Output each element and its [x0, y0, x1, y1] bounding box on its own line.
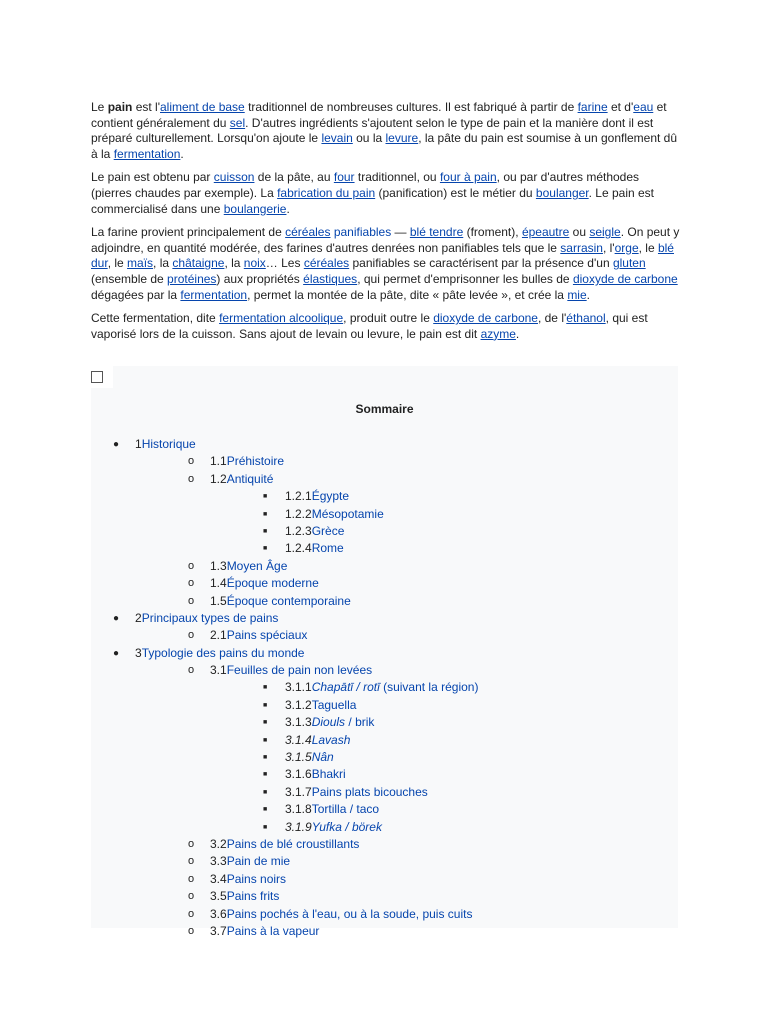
toc-number: 1.4 — [210, 576, 227, 591]
toc-toggle-checkbox[interactable] — [91, 371, 103, 383]
table-of-contents — [91, 366, 678, 938]
toc-number: 3.5 — [210, 889, 227, 904]
text: traditionnel de nombreuses cultures. Il est fabriqué à partir de — [244, 100, 578, 114]
link-dioxyde-de-carbone-2[interactable]: dioxyde de carbone — [433, 311, 538, 326]
toc-item — [91, 645, 678, 662]
link-epeautre[interactable]: épeautre — [521, 225, 570, 240]
bullet-icon: ● — [113, 647, 120, 659]
toc-item — [91, 871, 678, 888]
text: Le pain est obtenu par — [91, 170, 214, 185]
text: Cette fermentation, dite — [91, 311, 220, 326]
link-boulanger[interactable]: boulanger — [535, 185, 589, 200]
toc-text: Moyen Âge — [226, 558, 288, 573]
text: et contient généralement du — [91, 100, 667, 130]
text: . — [586, 287, 590, 302]
text: , produit outre le — [343, 311, 434, 326]
link-panifiables[interactable]: panifiables — [333, 225, 392, 240]
toc-text: Préhistoire — [226, 454, 285, 469]
link-noix[interactable]: noix — [243, 256, 266, 271]
bullet-icon: o — [188, 907, 195, 920]
toc-item — [91, 627, 678, 644]
text: , la pâte du pain est soumise à un gonflement dû à la — [91, 131, 678, 161]
text: . On peut y adjoindre, en quantité modérée, des farines d'autres denrées non panifiables tels que le — [91, 225, 680, 255]
toc-link[interactable] — [210, 871, 286, 888]
toc-item — [91, 593, 678, 610]
toc-number: 1.3 — [210, 558, 227, 573]
bullet-icon: o — [188, 629, 195, 642]
toc-text: Diouls — [311, 715, 346, 730]
bullet-icon: o — [188, 924, 195, 937]
toc-item — [91, 906, 678, 923]
bullet-icon: ■ — [263, 719, 268, 727]
toc-link[interactable] — [210, 575, 319, 592]
bullet-icon: o — [188, 855, 195, 868]
link-orge[interactable]: orge — [614, 240, 639, 255]
toc-number: 1.2.1 — [285, 489, 312, 504]
text: de la pâte, au — [254, 170, 334, 185]
toc-text: Lavash — [311, 732, 351, 747]
toc-number: 2 — [135, 610, 142, 625]
toc-item — [91, 836, 678, 853]
link-boulangerie[interactable]: boulangerie — [223, 201, 287, 216]
toc-item — [91, 575, 678, 592]
toc-link[interactable] — [210, 593, 351, 610]
text: , qui permet d'emprisonner les bulles de — [357, 271, 573, 286]
toc-item — [91, 471, 678, 488]
link-cereales-2[interactable]: céréales — [303, 256, 350, 271]
toc-link[interactable] — [210, 906, 472, 923]
toc-item — [91, 558, 678, 575]
toc-list — [91, 436, 678, 940]
text: , la — [153, 256, 173, 271]
text: , permet la montée de la pâte, dite « pâte levée », et crée la — [247, 287, 568, 302]
text: ou la — [352, 131, 386, 146]
toc-link[interactable] — [285, 714, 374, 731]
toc-item — [91, 506, 678, 523]
bullet-icon: ■ — [263, 545, 268, 553]
toc-item — [91, 540, 678, 557]
toc-number: 3.1.1 — [285, 680, 312, 695]
bullet-icon: o — [188, 890, 195, 903]
toc-text: Pains noirs — [226, 871, 287, 886]
link-levain[interactable]: levain — [321, 131, 353, 146]
toc-number: 3 — [135, 645, 142, 660]
toc-number: 1.5 — [210, 593, 227, 608]
link-farine[interactable]: farine — [577, 100, 608, 114]
toc-link[interactable] — [285, 540, 344, 557]
text: (panification) est le métier du — [375, 185, 536, 200]
link-mie[interactable]: mie — [567, 287, 587, 302]
text: . — [286, 201, 290, 216]
text: panifiables se caractérisent par la présence d'un — [349, 256, 613, 271]
bullet-icon: o — [188, 872, 195, 885]
text: , ou par d'autres méthodes (pierres chaudes par exemple). La — [91, 170, 640, 200]
bullet-icon: ● — [113, 612, 120, 624]
link-cereales[interactable]: céréales — [285, 225, 331, 240]
text: dégagées par la — [91, 287, 181, 302]
toc-item — [91, 697, 678, 714]
text: traditionnel, ou — [354, 170, 440, 185]
toc-number: 1.2.2 — [285, 506, 312, 521]
toc-link[interactable] — [135, 645, 304, 662]
link-eau[interactable]: eau — [633, 100, 654, 114]
text: (ensemble de — [91, 271, 168, 286]
toc-link[interactable] — [135, 436, 196, 453]
toc-item — [91, 714, 678, 731]
toc-text: Principaux types de pains — [141, 610, 279, 625]
toc-link[interactable] — [210, 662, 372, 679]
toc-text: Bhakri — [311, 767, 346, 782]
toc-number: 1 — [135, 437, 142, 451]
toc-link[interactable] — [210, 453, 284, 470]
bullet-icon: ■ — [263, 806, 268, 814]
toc-text: (suivant la région) — [379, 680, 479, 695]
toc-text: Taguella — [311, 697, 357, 712]
bullet-icon: ■ — [263, 493, 268, 501]
toc-text: Époque contemporaine — [226, 593, 351, 608]
toc-item — [91, 749, 678, 766]
toc-text: Pains frits — [226, 889, 280, 904]
toc-link[interactable] — [285, 749, 334, 766]
link-levure[interactable]: levure — [385, 131, 419, 146]
link-ble-dur[interactable]: blé dur — [91, 240, 674, 271]
toc-text: Grèce — [311, 523, 345, 538]
toc-item — [91, 801, 678, 818]
toc-item — [91, 732, 678, 749]
text: , l' — [602, 240, 615, 255]
bullet-icon: ■ — [263, 510, 268, 518]
text: est l' — [132, 100, 160, 114]
paragraph-3 — [91, 225, 681, 303]
toc-number: 3.3 — [210, 854, 227, 869]
link-ethanol[interactable]: éthanol — [566, 311, 606, 326]
text: , qui est vaporisé lors de la cuisson. Sans ajout de levain ou levure, le pain est dit — [91, 311, 648, 341]
toc-item — [91, 853, 678, 870]
toc-number: 1.2.3 — [285, 523, 312, 538]
bullet-icon: ■ — [263, 527, 268, 535]
bullet-icon: ■ — [263, 701, 268, 709]
toc-item — [91, 766, 678, 783]
toc-text: Pains spéciaux — [226, 628, 308, 643]
link-fermentation[interactable]: fermentation — [113, 146, 181, 161]
text: , la — [224, 256, 244, 271]
toc-text: Pains à la vapeur — [226, 923, 320, 938]
toc-number: 3.7 — [210, 923, 227, 938]
text: , le — [107, 256, 128, 271]
link-sarrasin[interactable]: sarrasin — [560, 240, 603, 255]
toc-link[interactable] — [285, 488, 349, 505]
bullet-icon: ■ — [263, 771, 268, 779]
toc-item — [91, 819, 678, 836]
toc-number: 1.2.4 — [285, 541, 312, 556]
toc-text: Égypte — [311, 489, 350, 504]
text: , de l' — [537, 311, 567, 326]
toc-number: 3.1.7 — [285, 784, 312, 799]
link-four-a-pain[interactable]: four à pain — [439, 170, 497, 185]
bullet-icon: o — [188, 664, 195, 677]
link-chataigne[interactable]: châtaigne — [172, 256, 225, 271]
link-azyme[interactable]: azyme — [480, 326, 516, 341]
toc-text: Pains plats bicouches — [311, 784, 428, 799]
toc-number: 2.1 — [210, 628, 227, 643]
link-cuisson[interactable]: cuisson — [213, 170, 255, 185]
link-elastiques[interactable]: élastiques — [303, 271, 358, 286]
link-ble-tendre[interactable]: blé tendre — [409, 225, 464, 240]
toc-item — [91, 679, 678, 696]
link-fermentation-alcoolique[interactable]: fermentation alcoolique — [219, 311, 344, 326]
toc-link[interactable] — [210, 627, 307, 644]
link-sel[interactable]: sel — [229, 115, 246, 130]
toc-text: Yufka / börek — [311, 819, 382, 834]
text: . — [180, 146, 184, 161]
toc-text: Mésopotamie — [311, 506, 384, 521]
toc-text: Pains pochés à l'eau, ou à la soude, puis cuits — [226, 906, 473, 921]
toc-item — [91, 888, 678, 905]
link-fabrication-du-pain[interactable]: fabrication du pain — [277, 185, 376, 200]
text: . D'autres ingrédients s'ajoutent selon le type de pain et la manière dont il est préparé culturellement. Lorsqu'on ajoute le — [91, 115, 654, 146]
toc-number: 3.1.3 — [285, 715, 312, 730]
toc-text: Tortilla / taco — [311, 802, 380, 817]
toc-link[interactable] — [285, 506, 384, 523]
paragraph-4 — [91, 311, 681, 342]
toc-item — [91, 610, 678, 627]
text: , le — [638, 240, 658, 255]
toc-link[interactable] — [285, 679, 478, 696]
text: La farine provient principalement de — [91, 225, 286, 240]
toc-text: Pains de blé croustillants — [226, 836, 360, 851]
toc-item — [91, 436, 678, 453]
toc-item — [91, 523, 678, 540]
toc-link[interactable] — [210, 558, 287, 575]
link-proteines[interactable]: protéines — [167, 271, 217, 286]
toc-number: 3.1.5 — [285, 750, 312, 765]
toc-text: Époque moderne — [226, 576, 319, 591]
toc-link[interactable] — [285, 784, 428, 801]
toc-text: Antiquité — [226, 471, 274, 486]
toc-link[interactable] — [210, 471, 273, 488]
link-gluten[interactable]: gluten — [612, 256, 646, 271]
toc-text: Rome — [311, 541, 344, 556]
text: ou — [569, 225, 590, 240]
paragraph-2 — [91, 170, 681, 217]
toc-number: 3.2 — [210, 836, 227, 851]
bullet-icon: o — [188, 577, 195, 590]
link-mais[interactable]: maïs — [127, 256, 154, 271]
bold-term: pain — [107, 100, 133, 114]
toc-text: Feuilles de pain non levées — [226, 663, 373, 678]
link-fermentation-2[interactable]: fermentation — [180, 287, 248, 302]
bullet-icon: o — [188, 559, 195, 572]
bullet-icon: ● — [113, 439, 120, 450]
toc-number: 3.6 — [210, 906, 227, 921]
bullet-icon: ■ — [263, 754, 268, 762]
text: Le — [91, 100, 108, 114]
toc-link[interactable] — [210, 853, 290, 870]
text: . — [515, 326, 520, 341]
toc-title: Sommaire — [355, 402, 414, 416]
toc-text: Typologie des pains du monde — [141, 645, 305, 660]
toc-link[interactable] — [285, 523, 344, 540]
toc-number: 3.1.8 — [285, 802, 312, 817]
toc-link[interactable] — [285, 732, 350, 749]
bullet-icon: o — [188, 472, 195, 485]
link-dioxyde-de-carbone[interactable]: dioxyde de carbone — [572, 271, 678, 286]
bullet-icon: o — [188, 837, 195, 850]
toc-text: Pain de mie — [226, 854, 291, 869]
bullet-icon: ■ — [263, 788, 268, 796]
toc-link[interactable] — [285, 766, 346, 783]
link-seigle[interactable]: seigle — [589, 225, 621, 240]
bullet-icon: ■ — [263, 684, 268, 692]
toc-link[interactable] — [285, 697, 356, 714]
paragraph-1 — [91, 100, 681, 162]
bullet-icon: o — [188, 455, 195, 468]
toc-text: Nân — [311, 750, 334, 765]
toc-number: 1.1 — [210, 454, 227, 469]
link-aliment-de-base[interactable]: aliment de base — [160, 100, 245, 114]
toc-item — [91, 923, 678, 940]
article-intro — [91, 100, 681, 350]
toc-number: 3.1.2 — [285, 697, 312, 712]
link-four[interactable]: four — [333, 170, 355, 185]
toc-number: 3.1 — [210, 663, 227, 678]
toc-link[interactable] — [135, 610, 278, 627]
toc-link[interactable] — [285, 801, 379, 818]
toc-number: 1.2 — [210, 471, 227, 486]
toc-item — [91, 488, 678, 505]
toc-link[interactable] — [285, 819, 382, 836]
text: — — [391, 225, 410, 240]
toc-item — [91, 453, 678, 470]
text: … Les — [265, 256, 304, 271]
toc-link[interactable] — [210, 923, 319, 940]
text: ) aux propriétés — [216, 271, 304, 286]
text: et d' — [607, 100, 634, 114]
bullet-icon: ■ — [263, 736, 268, 744]
bullet-icon: ■ — [263, 823, 268, 831]
toc-text: Historique — [141, 437, 196, 451]
toc-item — [91, 784, 678, 801]
text: . Le pain est commercialisé dans une — [91, 185, 655, 216]
text: (froment), — [463, 225, 522, 240]
toc-link[interactable] — [210, 836, 359, 853]
toc-number: 3.1.6 — [285, 767, 312, 782]
toc-number: 3.1.4 — [285, 732, 312, 747]
toc-number: 3.1.9 — [285, 819, 312, 834]
toc-item — [91, 662, 678, 679]
toc-number: 3.4 — [210, 871, 227, 886]
toc-link[interactable] — [210, 888, 279, 905]
toc-text: Chapātī / rotī — [311, 680, 380, 695]
bullet-icon: o — [188, 594, 195, 607]
toc-text: / brik — [345, 715, 375, 730]
